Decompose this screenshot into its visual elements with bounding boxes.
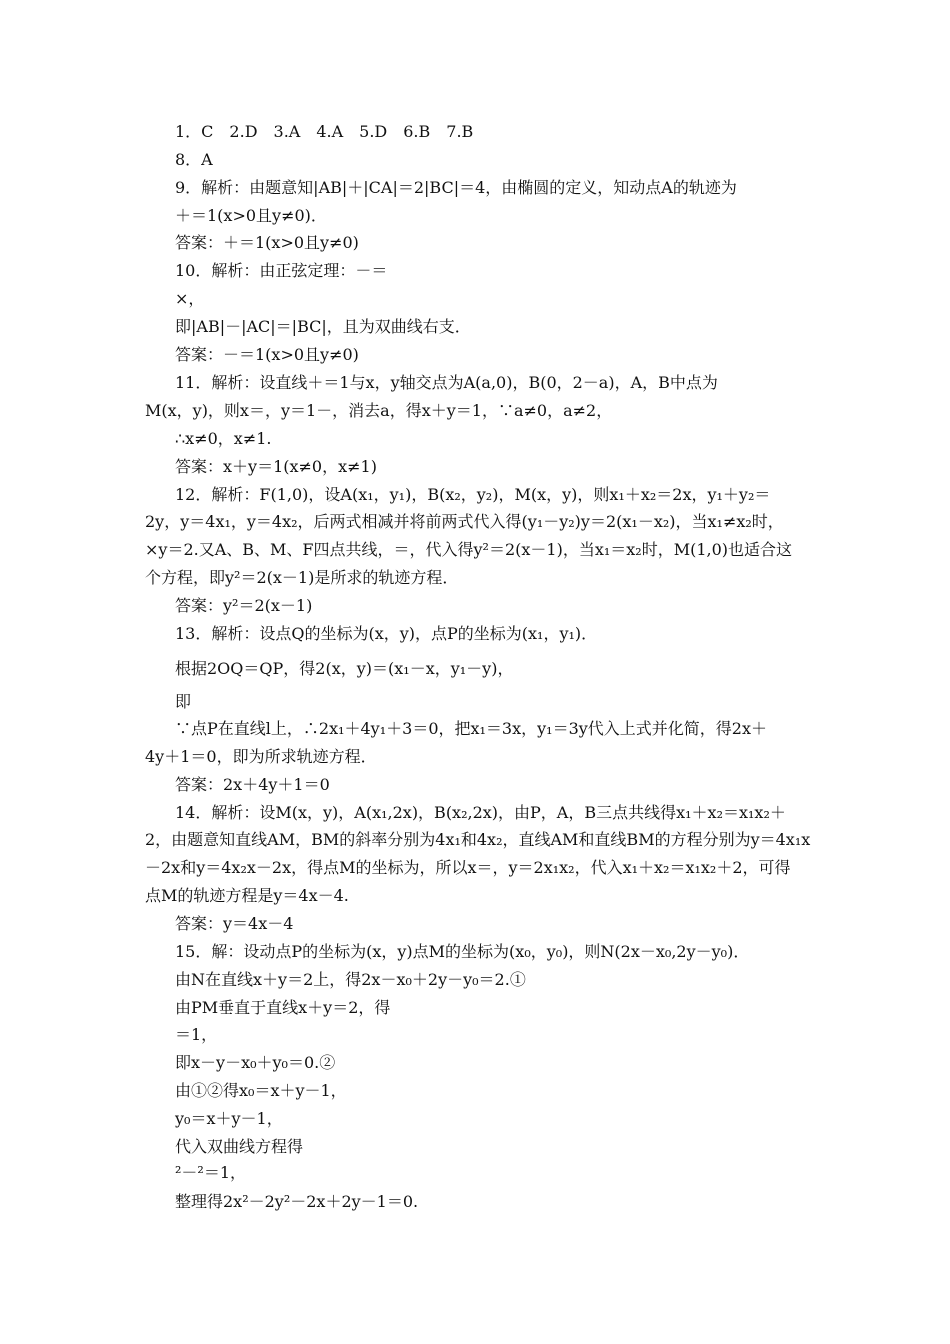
text-line: 14．解析：设M(x，y)，A(x₁,2x)，B(x₂,2x)，由P，A，B三点共线得x₁＋x₂＝x₁x₂＋ <box>175 803 786 822</box>
text-line: ＝1， <box>175 1025 218 1044</box>
text-line: 2，由题意知直线AM，BM的斜率分别为4x₁和4x₂，直线AM和直线BM的方程分别为y＝4x₁x <box>145 830 811 849</box>
text-line: 答案：－＝1(x>0且y≠0) <box>175 345 359 364</box>
text-line: 点M的轨迹方程是y＝4x－4. <box>145 886 349 905</box>
text-line: 答案：＋＝1(x>0且y≠0) <box>175 233 359 252</box>
text-line: 整理得2x²－2y²－2x＋2y－1＝0. <box>175 1192 419 1211</box>
text-line: 2y，y＝4x₁，y＝4x₂，后两式相减并将前两式代入得(y₁－y₂)y＝2(x₁－x₂)，当x₁≠x₂时， <box>145 512 784 531</box>
text-line: ∴x≠0，x≠1. <box>175 429 272 448</box>
text-line: 即x－y－x₀＋y₀＝0.② <box>175 1053 336 1072</box>
text-line: 由N在直线x＋y＝2上，得2x－x₀＋2y－y₀＝2.① <box>175 970 526 989</box>
text-line: 由PM垂直于直线x＋y＝2，得 <box>175 998 391 1017</box>
text-line: 13．解析：设点Q的坐标为(x，y)，点P的坐标为(x₁，y₁)． <box>175 624 598 643</box>
text-line: 答案：y＝4x－4 <box>175 914 294 933</box>
text-line: ∵点P在直线l上，∴2x₁＋4y₁＋3＝0，把x₁＝3x，y₁＝3y代入上式并化简，得2x＋ <box>175 719 768 738</box>
text-line: y₀＝x＋y－1， <box>175 1109 283 1128</box>
text-line: 8．A <box>175 150 213 169</box>
text-line: ²－²＝1， <box>175 1163 247 1182</box>
text-line: 4y＋1＝0，即为所求轨迹方程． <box>145 747 377 766</box>
text-line: ×y＝2.又A、B、M、F四点共线，＝，代入得y²＝2(x－1)，当x₁＝x₂时，M(1,0)也适合这 <box>145 540 793 559</box>
text-line: 10．解析：由正弦定理：－＝ <box>175 261 388 280</box>
text-line: 15．解：设动点P的坐标为(x，y)点M的坐标为(x₀，y₀)，则N(2x－x₀,2y－y₀)． <box>175 942 750 961</box>
text-line: －2x和y＝4x₂x－2x，得点M的坐标为，所以x＝，y＝2x₁x₂，代入x₁＋x₂＝x₁x₂＋2，可得 <box>145 858 791 877</box>
text-line: 代入双曲线方程得 <box>175 1137 304 1156</box>
text-line: 由①②得x₀＝x＋y－1， <box>175 1081 347 1100</box>
text-line: 即|AB|－|AC|＝|BC|，且为双曲线右支． <box>175 317 471 336</box>
text-line: 个方程，即y²＝2(x－1)是所求的轨迹方程． <box>145 568 459 587</box>
text-line: 答案：x＋y＝1(x≠0，x≠1) <box>175 457 377 476</box>
text-line: 即 <box>175 692 192 711</box>
text-line: 答案：2x＋4y＋1＝0 <box>175 775 330 794</box>
text-line: ＋＝1(x>0且y≠0)． <box>175 206 327 225</box>
text-line: 9．解析：由题意知|AB|＋|CA|＝2|BC|＝4，由椭圆的定义，知动点A的轨迹为 <box>175 178 737 197</box>
text-line: 12．解析：F(1,0)，设A(x₁，y₁)，B(x₂，y₂)，M(x，y)，则x₁＋x₂＝2x，y₁＋y₂＝ <box>175 485 771 504</box>
text-line: 11．解析：设直线＋＝1与x，y轴交点为A(a,0)，B(0，2－a)，A，B中点为 <box>175 373 718 392</box>
text-line: 1．C 2.D 3.A 4.A 5.D 6.B 7.B <box>175 122 474 141</box>
text-line: ×， <box>175 289 205 308</box>
text-line: 答案：y²＝2(x－1) <box>175 596 313 615</box>
text-line: 根据2OQ＝QP，得2(x，y)＝(x₁－x，y₁－y)， <box>175 659 514 678</box>
text-line: M(x，y)，则x＝，y＝1－，消去a，得x＋y＝1，∵a≠0，a≠2， <box>145 401 613 420</box>
